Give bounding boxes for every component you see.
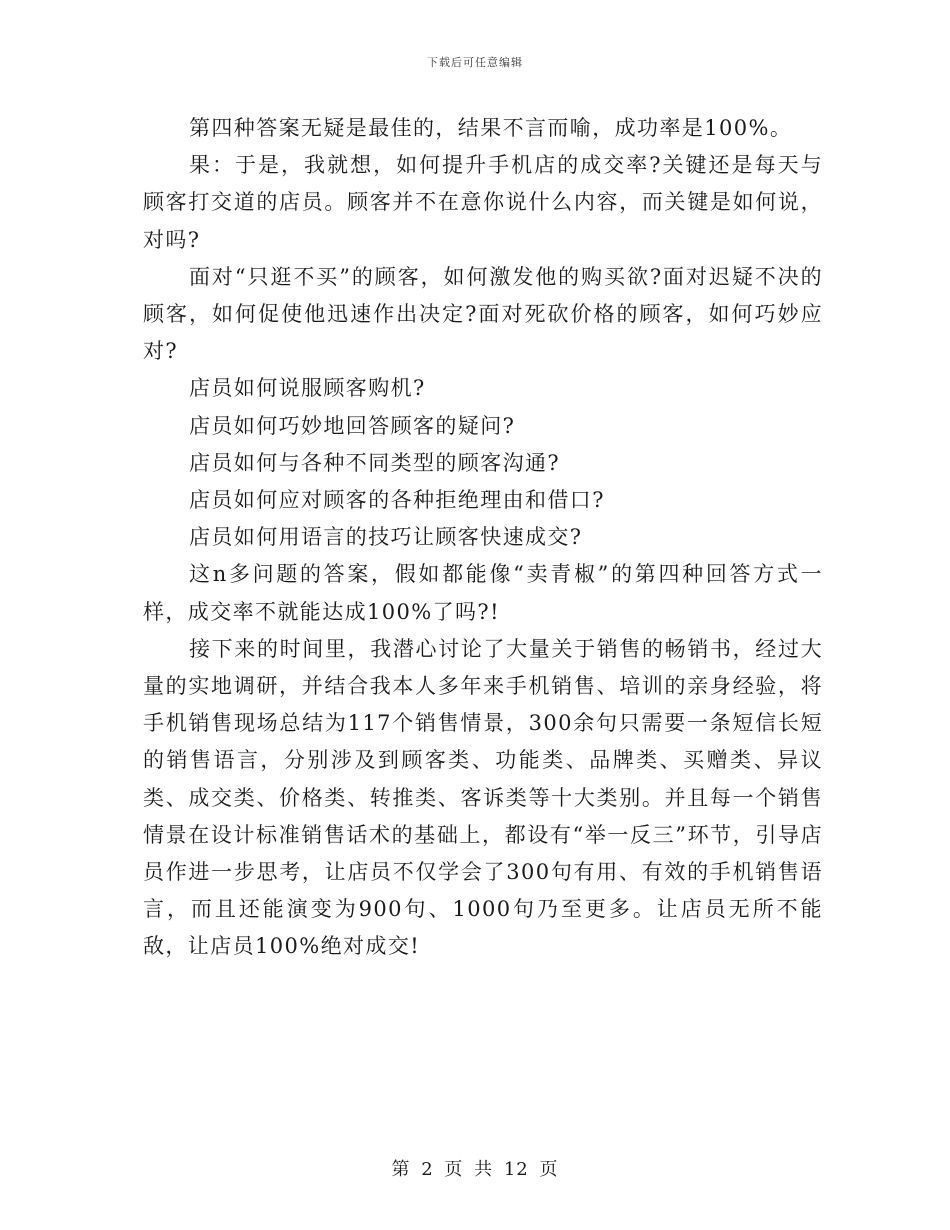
paragraph: 第四种答案无疑是最佳的，结果不言而喻，成功率是100%。 [189, 116, 793, 140]
paragraph: 店员如何说服顾客购机? [189, 376, 426, 401]
paragraph: 店员如何用语言的技巧让顾客快速成交? [189, 525, 583, 550]
paragraph: 店员如何与各种不同类型的顾客沟通? [189, 450, 561, 475]
page-header: 下载后可任意编辑 [427, 56, 523, 69]
paragraph: 这n多问题的答案，假如都能像“卖青椒”的第四种回答方式一样，成交率不就能达成100%了吗?! [143, 562, 823, 624]
paragraph: 接下来的时间里，我潜心讨论了大量关于销售的畅销书，经过大量的实地调研，并结合我本人多年来手机销售、培训的亲身经验，将手机销售现场总结为117个销售情景，300余句只需要一条短信长短的销售语言，分别涉及到顾客类、功能类、品牌类、买赠类、异议类、成交类、价格类、转推类、客诉类等十大类别。并且每一个销售情景在设计标准销售话术的基础上，都设有“举一反三”环节，引导店员作进一步思考，让店员不仅学会了300句有用、有效的手机销售语言，而且还能演变为900句、1000句乃至更多。让店员无所不能敌，让店员100%绝对成交! [143, 636, 823, 959]
paragraph: 果：于是，我就想，如何提升手机店的成交率?关键还是每天与顾客打交道的店员。顾客并不在意你说什么内容，而关键是如何说，对吗? [143, 153, 823, 252]
document-body [143, 110, 823, 966]
paragraph: 面对“只逛不买”的顾客，如何激发他的购买欲?面对迟疑不决的顾客，如何促使他迅速作出决定?面对死砍价格的顾客，如何巧妙应对? [143, 264, 823, 364]
paragraph: 店员如何巧妙地回答顾客的疑问? [189, 413, 516, 438]
page-number: 第 2 页 共 12 页 [391, 1159, 559, 1180]
paragraph: 店员如何应对顾客的各种拒绝理由和借口? [189, 488, 605, 513]
